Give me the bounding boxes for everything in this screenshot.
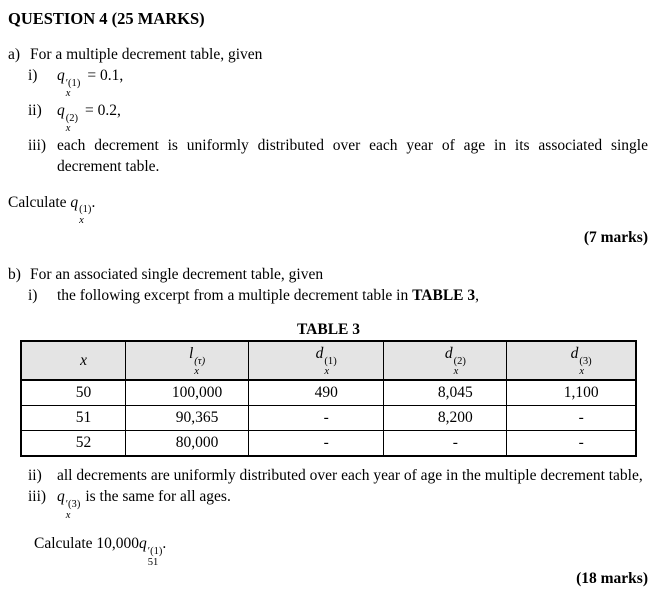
header-cell-x [21,341,126,380]
item-ii-label: ii) [28,467,42,485]
item-iii-content [57,486,648,521]
table-cell: - [507,406,636,431]
math-base: q [57,102,65,120]
math-superscript: ′(1) [65,77,81,89]
item-iii-label: iii) [28,488,47,506]
table-cell: - [249,431,384,457]
table-cell: - [384,431,507,457]
part-a-item-iii [8,135,648,178]
math-base: d [315,345,324,363]
math-subscript: x [65,509,71,521]
math-scripts [147,547,163,568]
header-cell-d2 [384,341,507,380]
item-i-label: i) [28,67,38,85]
table-cell: 52 [21,431,126,457]
part-a-intro-text: For a multiple decrement table, given [30,45,263,63]
part-b-marks: (18 marks) [576,570,648,588]
header-cell-d3 [507,341,636,380]
item-iii-label: iii) [28,136,47,154]
table-cell: 51 [21,406,126,431]
math-base: x [80,351,87,369]
sentence-period: . [91,193,96,211]
math-subscript: 51 [147,556,159,568]
math-superscript: (1) [79,204,92,216]
math-superscript: (τ) [194,355,206,367]
part-a-item-i [8,65,648,100]
question-title: QUESTION 4 (25 MARKS) [8,9,205,28]
math-superscript: (2) [65,112,79,124]
table-cell: 90,365 [126,406,249,431]
item-i-text: the following excerpt from a multiple decrement table in [57,287,413,305]
math-scripts [78,205,91,226]
math-scripts [65,79,81,100]
table-cell: 8,045 [384,380,507,406]
math-subscript: x [65,123,71,135]
part-a-list [8,65,648,178]
part-b-label: b) [8,265,21,283]
math-superscript: ′(3) [65,499,81,511]
math-subscript: x [65,88,71,100]
item-i-content [57,65,648,100]
part-a-label: a) [8,45,21,63]
table-cell: 1,100 [507,380,636,406]
math-subscript: x [79,215,84,227]
sentence-period: . [162,535,167,553]
math-scripts [578,357,591,378]
item-ii-text: all decrements are uniformly distributed over each year of age in the multiple decrement table, [57,467,643,485]
math-scripts [323,357,336,378]
table-cell: 100,000 [126,380,249,406]
table-cell: - [507,431,636,457]
math-base: q [57,67,65,85]
table-row [21,406,636,431]
math-base: d [444,345,453,363]
math-base: q [139,535,147,553]
header-cell-d1 [249,341,384,380]
part-a-marks: (7 marks) [583,228,648,246]
table3-caption: TABLE 3 [296,320,361,338]
item-i-content [57,285,648,306]
calculate-text: Calculate 10,000 [34,535,140,553]
part-b-list-top [8,285,648,306]
table-cell: 80,000 [126,431,249,457]
math-base: q [70,193,79,211]
math-subscript: x [324,366,330,378]
table-cell: - [249,406,384,431]
part-b-intro-text: For an associated single decrement table, given [30,265,324,283]
header-cell-l-tau [126,341,249,380]
item-i-label: i) [28,287,38,305]
math-superscript: (3) [579,355,592,367]
math-base: l [188,345,194,363]
math-scripts [453,357,466,378]
math-subscript: x [194,366,199,378]
equation-value: = 0.2, [85,102,121,120]
part-a-item-ii [8,100,648,135]
part-b-item-ii [8,465,648,486]
table-reference: TABLE 3 [412,287,476,305]
math-subscript: x [579,366,585,378]
math-superscript: ′(1) [147,546,163,558]
part-a-intro-line [8,44,648,65]
table3 [20,340,637,457]
table-cell: 8,200 [384,406,507,431]
item-ii-content [57,100,648,135]
table-cell: 50 [21,380,126,406]
part-a-calculate-line [8,192,648,227]
item-iii-text: each decrement is uniformly distributed over each year of age in its associated single decrement table. [57,136,648,176]
part-b-intro-line [8,264,648,285]
table-cell: 490 [249,380,384,406]
item-i-comma: , [475,287,479,305]
math-base: q [57,488,65,506]
part-b-calculate-line [34,533,648,568]
calculate-text: Calculate [8,193,71,211]
table3-header-row [21,341,636,380]
math-superscript: (1) [324,355,337,367]
math-scripts [193,357,205,378]
part-b-list-bottom [8,465,648,521]
math-base: d [570,345,579,363]
part-b-item-iii [8,486,648,521]
item-ii-label: ii) [28,102,42,120]
math-superscript: (2) [453,355,466,367]
item-iii-text: is the same for all ages. [85,488,231,506]
table-row [21,431,636,457]
table-row [21,380,636,406]
math-scripts [65,500,81,521]
equation-value: = 0.1, [87,67,124,85]
math-scripts [65,114,78,135]
part-b-item-i [8,285,648,306]
math-subscript: x [453,366,459,378]
